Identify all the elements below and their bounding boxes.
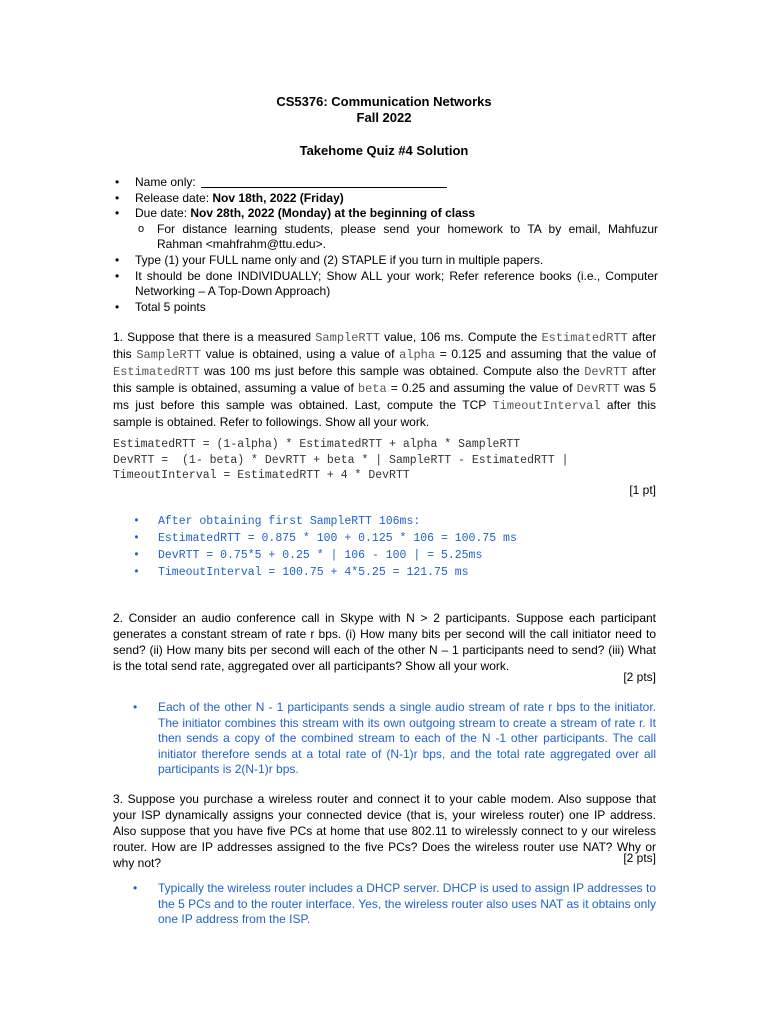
answer-1-line-1: • After obtaining first SampleRTT 106ms: xyxy=(133,515,421,528)
distance-note: For distance learning students, please send your homework to TA by email, Mahfuzur Rahman <mahfrahm@ttu.edu>. xyxy=(157,221,658,252)
question-2-points: [2 pts] xyxy=(623,670,656,684)
quiz-title: Takehome Quiz #4 Solution xyxy=(299,143,469,158)
info-item-type xyxy=(113,253,658,269)
question-1-answer xyxy=(133,513,656,581)
info-item-name xyxy=(113,175,658,191)
question-3-answer xyxy=(133,881,656,928)
due-date: Nov 28th, 2022 (Monday) at the beginning of class xyxy=(190,206,476,221)
bullet-icon: • xyxy=(115,299,120,314)
bullet-icon: • xyxy=(115,190,120,205)
bullet-icon: • xyxy=(133,566,140,579)
formula-estimated-rtt: EstimatedRTT = (1-alpha) * EstimatedRTT + alpha * SampleRTT xyxy=(113,438,521,451)
info-item-release xyxy=(113,191,658,207)
total-points: Total 5 points xyxy=(135,299,206,314)
question-3-points: [2 pts] xyxy=(623,851,656,865)
bullet-icon: • xyxy=(133,549,140,562)
bullet-icon: • xyxy=(133,700,138,714)
release-date: Nov 18th, 2022 (Friday) xyxy=(212,190,344,205)
answer-1-line-3: • DevRTT = 0.75*5 + 0.25 * | 106 - 100 | = 5.25ms xyxy=(133,549,483,562)
answer-3-item: • Typically the wireless router includes a DHCP server. DHCP is used to assign IP addresses to the 5 PCs and to the router interface. Yes, the wireless router also uses NAT as it obtains only one IP address from the ISP. xyxy=(133,881,656,927)
info-item-individual xyxy=(113,269,658,300)
info-item-total xyxy=(113,300,658,316)
formula-timeout-interval: TimeoutInterval = EstimatedRTT + 4 * DevRTT xyxy=(113,469,410,482)
bullet-icon: • xyxy=(115,252,120,267)
bullet-icon: • xyxy=(133,532,140,545)
bullet-icon: • xyxy=(115,175,120,189)
due-label: Due date: xyxy=(135,206,191,221)
answer-1-line-2: • EstimatedRTT = 0.875 * 100 + 0.125 * 106 = 100.75 ms xyxy=(133,532,517,545)
answer-1-line-4: • TimeoutInterval = 100.75 + 4*5.25 = 121.75 ms xyxy=(133,566,469,579)
question-2-answer xyxy=(133,700,656,778)
course-title: CS5376: Communication Networks xyxy=(276,94,492,109)
bullet-icon: • xyxy=(115,268,120,283)
individual-note: It should be done INDIVIDUALLY; Show ALL your work; Refer reference books (i.e., Computer Networking – A Top-Down Approach) xyxy=(135,268,658,299)
question-3-text: 3. Suppose you purchase a wireless router and connect it to your cable modem. Also suppose that your ISP dynamically assigns your connected device (that is, your wireless router) one IP address. Also suppose that you have five PCs at home that use 802.11 to wirelessly connect to y our wireless router. How are IP addresses assigned to the five PCs? Does the wireless router use NAT? Why or why not? xyxy=(113,792,656,870)
bullet-icon: • xyxy=(115,206,120,221)
name-blank-line xyxy=(201,175,447,188)
release-label: Release date: xyxy=(135,190,213,205)
type-note: Type (1) your FULL name only and (2) STAPLE if you turn in multiple papers. xyxy=(135,252,544,267)
bullet-icon: • xyxy=(133,881,138,895)
answer-2-item: • Each of the other N - 1 participants sends a single audio stream of rate r bps to the initiator. The initiator combines this stream with its own outgoing stream to create a stream of rate r. It then sends a copy of the combined stream to each of the N -1 other participants. The call initiator therefore sends at a total rate of (N-1)r bps, and the total rate aggregated over all participants is 2(N-1)r bps. xyxy=(133,700,656,777)
question-2-text: 2. Consider an audio conference call in Skype with N > 2 participants. Suppose each participant generates a constant stream of rate r bps. (i) How many bits per second will the call initiator need to send? (ii) How many bits per second will each of the other N – 1 participants need to send? (iii) What is the total send rate, aggregated over all participants? Show all your work. xyxy=(113,611,656,673)
question-1-points: [1 pt] xyxy=(629,483,656,497)
term: Fall 2022 xyxy=(356,110,412,125)
name-label: Name only: xyxy=(135,175,196,189)
circle-bullet-icon: o xyxy=(138,222,145,235)
question-1-text: 1. Suppose that there is a measured SampleRTT value, 106 ms. Compute the EstimatedRTT after this SampleRTT value is obtained, using a value of alpha = 0.125 and assuming that the value of EstimatedRTT was 100 ms just before this sample was obtained. Compute also the DevRTT after this sample is obtained, assuming a value of beta = 0.25 and assuming the value of DevRTT was 5 ms just before this sample was obtained. Last, compute the TCP TimeoutInterval after this sample is obtained. Refer to followings. Show all your work. xyxy=(113,330,657,429)
info-list xyxy=(113,175,658,315)
info-item-due xyxy=(113,206,658,222)
rtt-formulas xyxy=(113,437,568,484)
formula-dev-rtt: DevRTT = (1- beta) * DevRTT + beta * | SampleRTT - EstimatedRTT | xyxy=(113,453,569,467)
bullet-icon: • xyxy=(133,515,140,528)
info-item-distance xyxy=(113,222,658,253)
